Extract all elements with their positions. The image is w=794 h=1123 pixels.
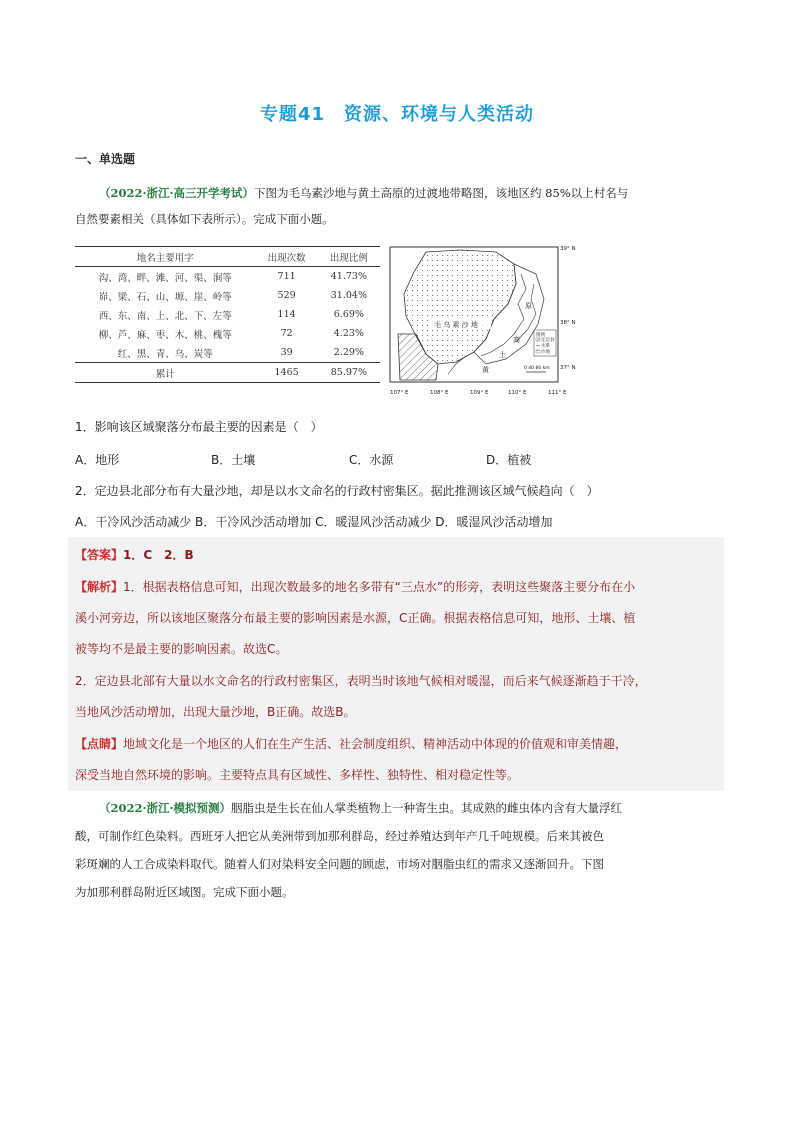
table-row <box>75 286 380 305</box>
analysis-text: 1．根据表格信息可知，出现次数最多的地名多带有“三点水”的形旁，表明这些聚落主要分布在小 <box>123 580 636 594</box>
table-row <box>75 305 380 324</box>
legend-item: 沙地 <box>541 350 550 355</box>
table-cell: 39 <box>280 347 293 358</box>
map-region-label: 毛 乌 素 沙 地 <box>434 321 478 329</box>
answer-text: 1．C 2．B <box>123 548 194 562</box>
answer-line <box>75 540 723 571</box>
analysis-line: 当地风沙活动增加，出现大量沙地，B正确。故选B。 <box>75 705 356 719</box>
table-total-row <box>75 363 380 383</box>
passage-text: 自然要素相关（具体如下表所示）。完成下面小题。 <box>75 212 334 226</box>
scale-label: 0 40 80 km <box>524 366 550 371</box>
analysis-line: 溪小河旁边，所以该地区聚落分布最主要的影响因素是水源，C正确。根据表格信息可知，地形、土壤、植 <box>75 611 636 625</box>
table-cell: 711 <box>277 271 296 282</box>
table-cell: 6.69% <box>333 309 364 320</box>
passage-text: 酸，可制作红色染料。西班牙人把它从美洲带到加那利群岛，经过养殖达到年产几千吨规模。后来其被色 <box>75 829 604 843</box>
question-1-option-b[interactable]: B．土壤 <box>211 453 256 467</box>
map-plateau-char: 高 <box>513 336 520 344</box>
legend-item: 定边县 <box>541 338 555 343</box>
table-cell: 峁、梁、石、山、塬、崖、岭等 <box>98 291 232 303</box>
lat-label: 37° N <box>560 365 576 371</box>
question-2-stem: 2．定边县北部分布有大量沙地，却是以水文命名的行政村密集区。据此推测该区域气候趋向（ ） <box>75 484 599 498</box>
table-header: 出现次数 <box>255 247 317 267</box>
table-cell: 529 <box>277 290 296 301</box>
question-1-option-a[interactable]: A．地形 <box>75 453 120 467</box>
region-map <box>386 244 586 402</box>
passage-text: 下图为毛乌素沙地与黄土高原的过渡地带略图，该地区约 85%以上村名与 <box>254 186 629 200</box>
passage-1 <box>75 180 725 232</box>
passage-text: 彩斑斓的人工合成染料取代。随着人们对染料安全问题的顾虑，市场对胭脂虫红的需求又逐渐回升。下图 <box>75 857 604 871</box>
table-row <box>75 267 380 287</box>
tip-line: 深受当地自然环境的影响。主要特点具有区域性、多样性、独特性、相对稳定性等。 <box>75 768 520 782</box>
question-1-option-c[interactable]: C．水源 <box>349 453 394 467</box>
map-plateau-char: 黄 <box>482 366 489 374</box>
section-heading: 一、单选题 <box>75 152 136 166</box>
analysis-line: 2．定边县北部有大量以水文命名的行政村密集区，表明当时该地气候相对暖湿，而后来气候逐渐趋于干冷， <box>75 674 647 688</box>
analysis-line: 被等均不是最主要的影响因素。故选C。 <box>75 642 288 656</box>
table-cell: 114 <box>277 309 296 320</box>
lat-label: 38° N <box>560 320 576 326</box>
lon-label: 109° E <box>470 390 489 396</box>
answer-tag: 【答案】 <box>75 548 124 562</box>
legend-swatch <box>536 350 540 353</box>
passage-source: （2022·浙江·模拟预测） <box>99 801 232 815</box>
tip-text: 地域文化是一个地区的人们在生产生活、社会制度组织、精神活动中体现的价值观和审美情趣， <box>123 737 628 751</box>
table-cell: 41.73% <box>330 271 367 282</box>
question-1-option-d[interactable]: D．植被 <box>486 453 532 467</box>
table-cell: 西、东、南、上、北、下、左等 <box>98 310 232 322</box>
table-header: 地名主要用字 <box>75 247 255 267</box>
question-1-stem: 1．影响该区域聚落分布最主要的因素是（ ） <box>75 420 323 434</box>
tip-line <box>75 729 723 760</box>
legend-item: 水系 <box>541 344 550 349</box>
table-cell: 沟、湾、畔、滩、河、渠、涧等 <box>98 272 232 284</box>
map-plateau-char: 原 <box>525 302 532 310</box>
table-cell: 2.29% <box>333 347 364 358</box>
table-row <box>75 343 380 363</box>
table-cell: 72 <box>280 328 293 339</box>
lon-label: 107° E <box>390 390 409 396</box>
question-2-options[interactable]: A．干冷风沙活动减少 B．干冷风沙活动增加 C．暖湿风沙活动减少 D．暖湿风沙活动增加 <box>75 515 553 529</box>
lon-label: 108° E <box>430 390 449 396</box>
page-title: 专题41 资源、环境与人类活动 <box>259 104 535 125</box>
table-cell: 4.23% <box>333 328 364 339</box>
place-name-table <box>75 246 380 383</box>
table-cell: 85.97% <box>318 363 380 383</box>
analysis-line <box>75 572 723 603</box>
passage-source: （2022·浙江·高三开学考试） <box>99 186 255 200</box>
analysis-tag: 【解析】 <box>75 580 124 594</box>
legend-title: 图例 <box>536 333 545 338</box>
table-cell: 柳、芦、麻、枣、木、桃、槐等 <box>98 329 232 341</box>
passage-text: 为加那利群岛附近区域图。完成下面小题。 <box>75 885 294 899</box>
lon-label: 110° E <box>508 390 527 396</box>
passage-text: 胭脂虫是生长在仙人掌类植物上一种寄生虫。其成熟的雌虫体内含有大量浮红 <box>231 801 623 815</box>
table-row <box>75 324 380 343</box>
lat-label: 39° N <box>560 246 576 252</box>
map-plateau-char: 土 <box>499 351 506 359</box>
passage-2 <box>75 794 725 906</box>
legend-swatch <box>536 338 540 341</box>
tip-tag: 【点睛】 <box>75 737 124 751</box>
table-cell: 累计 <box>75 363 255 383</box>
table-cell: 31.04% <box>330 290 367 301</box>
table-header: 出现比例 <box>318 247 380 267</box>
table-cell: 1465 <box>255 363 317 383</box>
table-cell: 红、黑、青、乌、炭等 <box>117 348 213 360</box>
lon-label: 111° E <box>548 390 567 396</box>
